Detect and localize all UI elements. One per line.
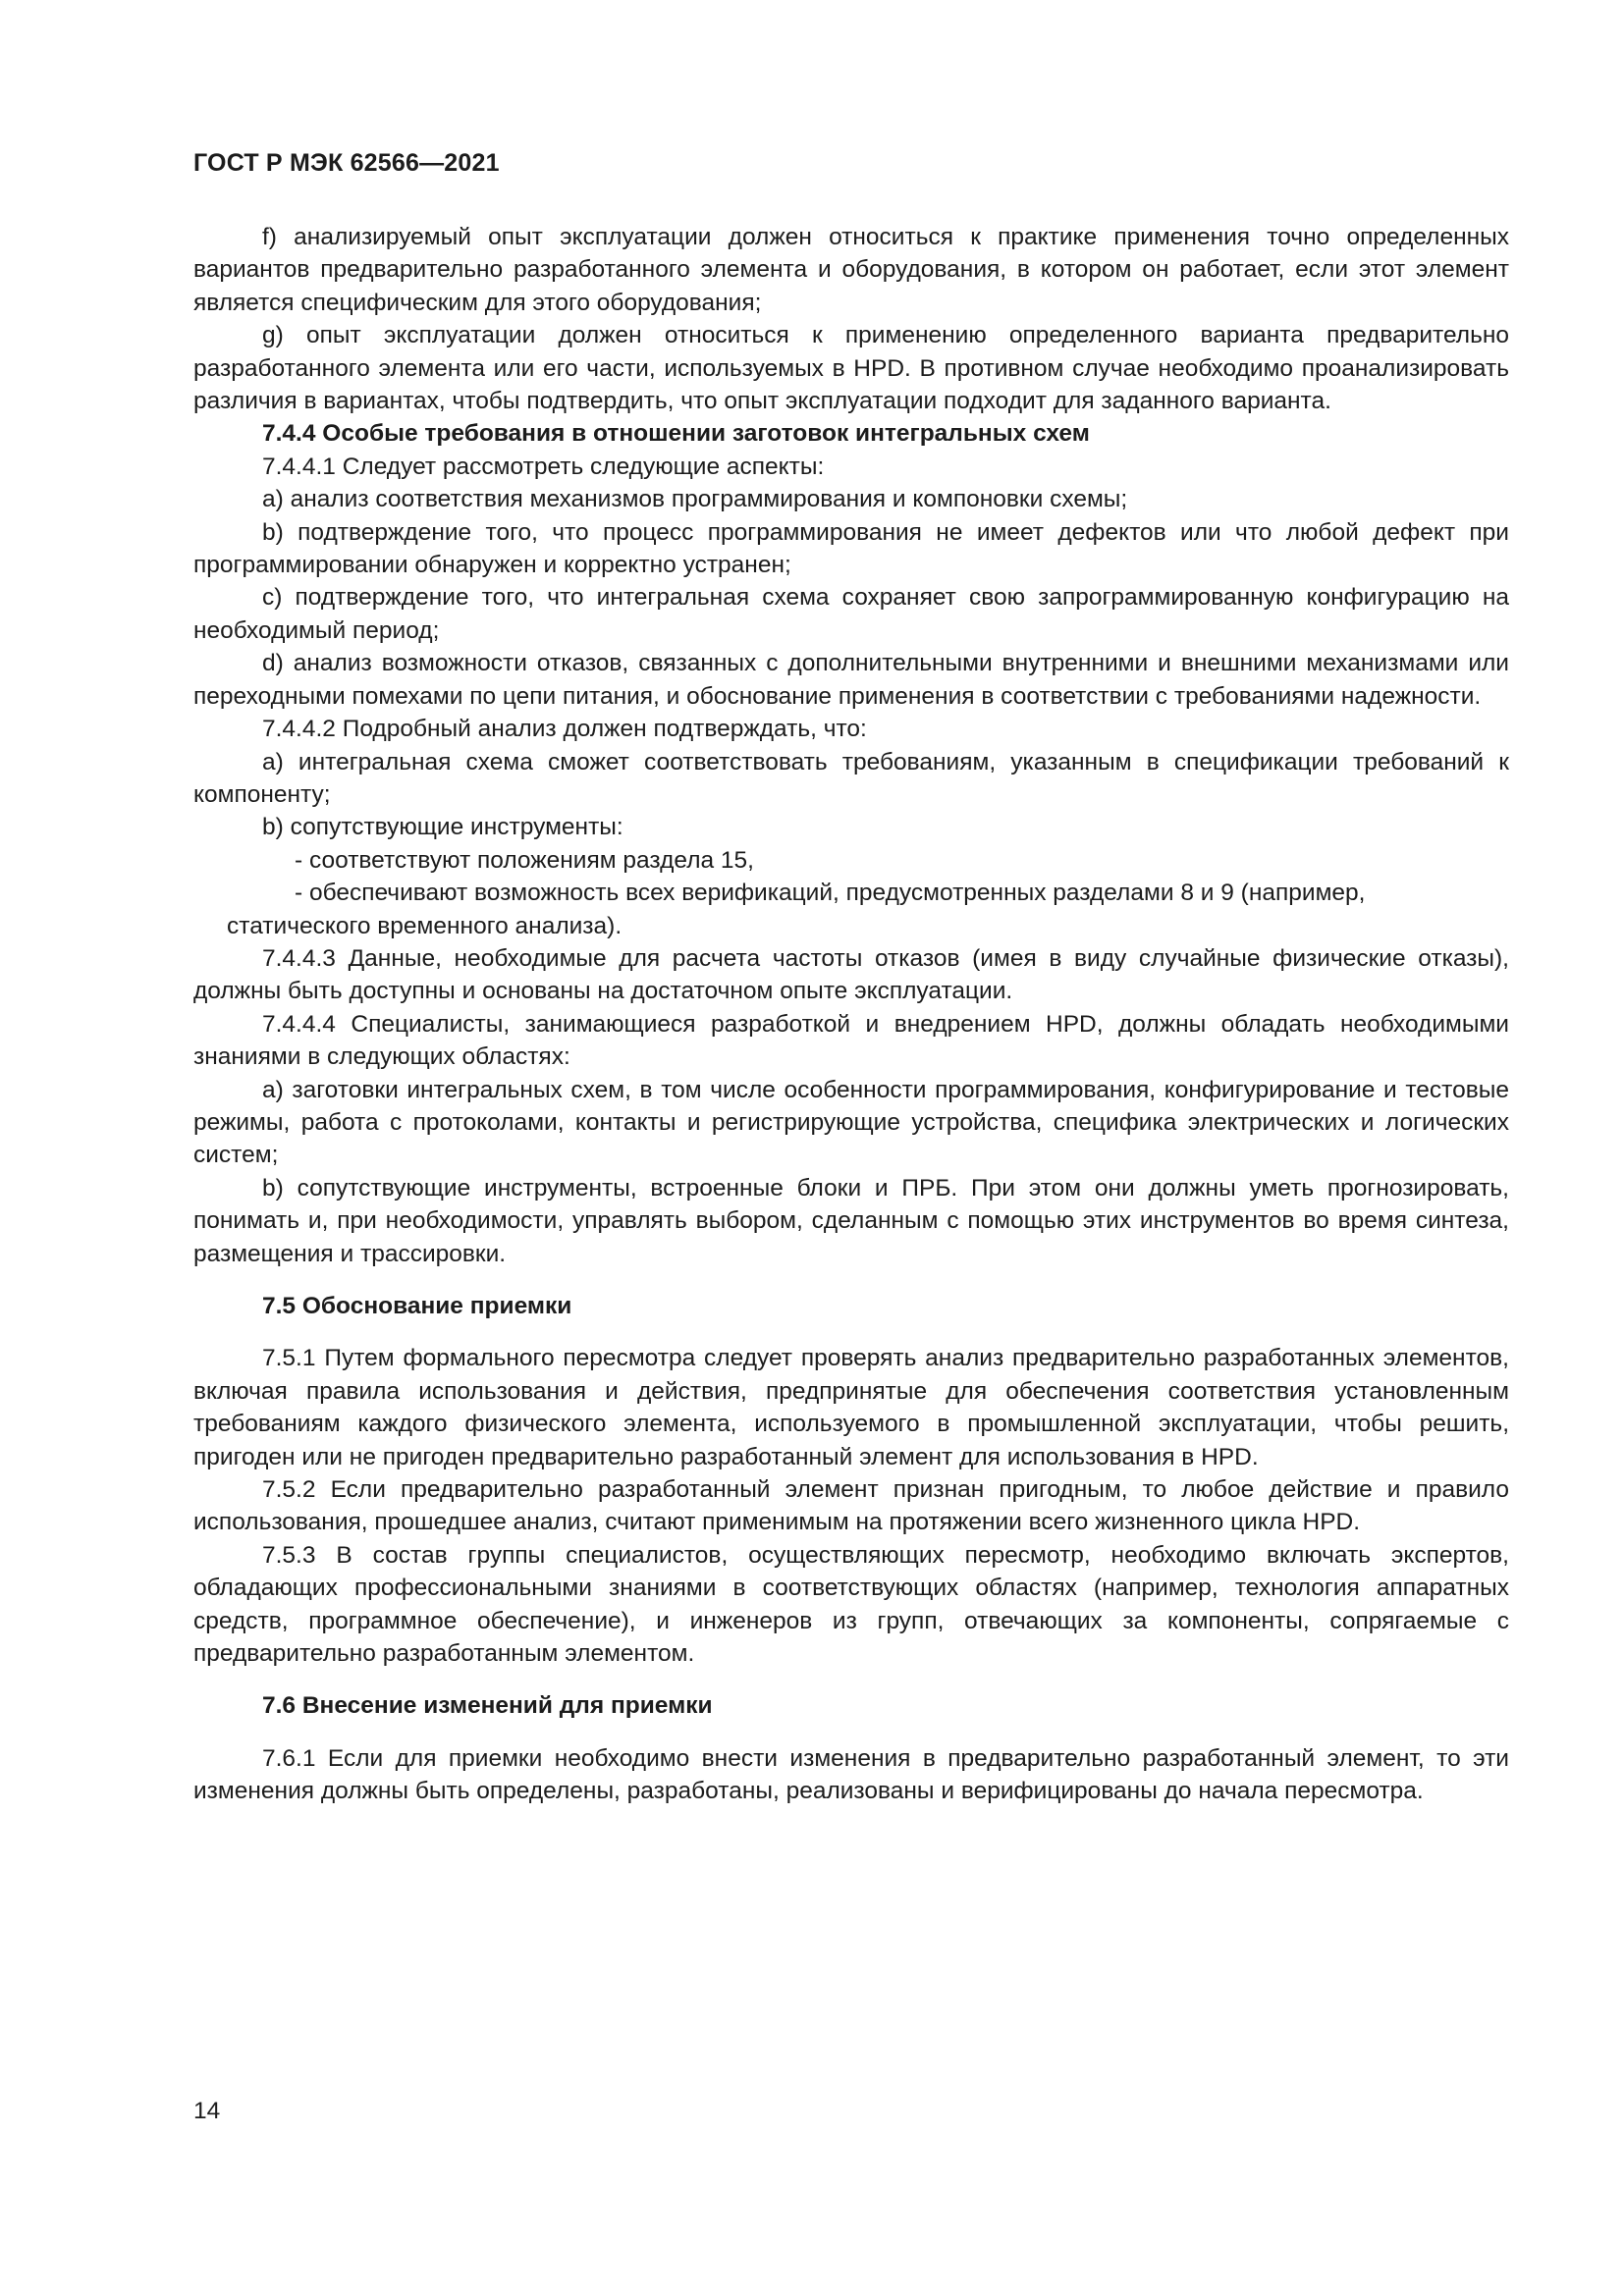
dash-item-1: - соответствуют положениям раздела 15,: [295, 846, 754, 874]
page-number: 14: [193, 2098, 221, 2124]
section-heading-7-4-4: 7.4.4 Особые требования в отношении заготовок интегральных схем: [262, 420, 1090, 448]
paragraph-7-5-1: 7.5.1 Путем формального пересмотра следует проверять анализ предварительно разработанных элементов, включая правила использования и действия, предпринятые для обеспечения соответствия установленным требованиям каждого физического элемента, используемого в промышленной эксплуатации, чтобы решить, пригоден или не пригоден предварительно разработанный элемент для использования в HPD.: [193, 1345, 1509, 1470]
paragraph-7-4-4-3: 7.4.4.3 Данные, необходимые для расчета частоты отказов (имея в виду случайные физические отказы), должны быть доступны и основаны на достаточном опыте эксплуатации.: [193, 944, 1509, 1005]
list-item-7-4-4-4-a: a) заготовки интегральных схем, в том числе особенности программирования, конфигурирование и тестовые режимы, работа с протоколами, контакты и регистрирующие устройства, специфика электрических и логических систем;: [193, 1076, 1509, 1169]
paragraph-f: f) анализируемый опыт эксплуатации должен относиться к практике применения точно определенных вариантов предварительно разработанного элемента и оборудования, в котором он работает, если этот элемент является специфическим для этого оборудования;: [193, 224, 1509, 316]
paragraph-g: g) опыт эксплуатации должен относиться к применению определенного варианта предварительно разработанного элемента или его части, используемых в HPD. В противном случае необходимо проанализировать различия в вариантах, чтобы подтвердить, что опыт эксплуатации подходит для заданного варианта.: [193, 322, 1509, 415]
list-item-7-4-4-1-a: a) анализ соответствия механизмов программирования и компоновки схемы;: [262, 486, 1128, 513]
paragraph-7-4-4-1: 7.4.4.1 Следует рассмотреть следующие аспекты:: [262, 453, 825, 480]
document-body: [193, 221, 1509, 1808]
document-header: ГОСТ Р МЭК 62566—2021: [193, 149, 500, 177]
list-item-7-4-4-4-b: b) сопутствующие инструменты, встроенные блоки и ПРБ. При этом они должны уметь прогнозировать, понимать и, при необходимости, управлять выбором, сделанным с помощью этих инструментов во время синтеза, размещения и трассировки.: [193, 1174, 1509, 1267]
dash-item-2-line-1: - обеспечивают возможность всех верификаций, предусмотренных разделами 8 и 9 (например,: [295, 880, 1366, 907]
list-item-7-4-4-1-d: d) анализ возможности отказов, связанных с дополнительными внутренними и внешними механизмами или переходными помехами по цепи питания, и обоснование применения в соответствии с требованиями надежности.: [193, 650, 1509, 710]
paragraph-7-4-4-2: 7.4.4.2 Подробный анализ должен подтверждать, что:: [262, 716, 867, 743]
paragraph-7-5-3: 7.5.3 В состав группы специалистов, осуществляющих пересмотр, необходимо включать экспертов, обладающих профессиональными знаниями в соответствующих областях (например, технология аппаратных средств, программное обеспечение), и инженеров из групп, отвечающих за компоненты, сопрягаемые с предварительно разработанным элементом.: [193, 1541, 1509, 1668]
list-item-7-4-4-2-b: b) сопутствующие инструменты:: [262, 814, 623, 841]
list-item-7-4-4-1-b: b) подтверждение того, что процесс программирования не имеет дефектов или что любой дефект при программировании обнаружен и корректно устранен;: [193, 518, 1509, 579]
list-item-7-4-4-1-c: c) подтверждение того, что интегральная схема сохраняет свою запрограммированную конфигурацию на необходимый период;: [193, 584, 1509, 644]
list-item-7-4-4-2-a: a) интегральная схема сможет соответствовать требованиям, указанным в спецификации требований к компоненту;: [193, 748, 1509, 808]
paragraph-7-5-2: 7.5.2 Если предварительно разработанный элемент признан пригодным, то любое действие и правило использования, прошедшее анализ, считают применимым на протяжении всего жизненного цикла HPD.: [193, 1476, 1509, 1536]
paragraph-7-6-1: 7.6.1 Если для приемки необходимо внести изменения в предварительно разработанный элемент, то эти изменения должны быть определены, разработаны, реализованы и верифицированы до начала пересмотра.: [193, 1744, 1509, 1805]
dash-item-2-line-2: статического временного анализа).: [227, 912, 623, 939]
section-heading-7-6: 7.6 Внесение изменений для приемки: [262, 1692, 713, 1720]
paragraph-7-4-4-4: 7.4.4.4 Специалисты, занимающиеся разработкой и внедрением HPD, должны обладать необходимыми знаниями в следующих областях:: [193, 1010, 1509, 1071]
section-heading-7-5: 7.5 Обоснование приемки: [262, 1293, 572, 1319]
